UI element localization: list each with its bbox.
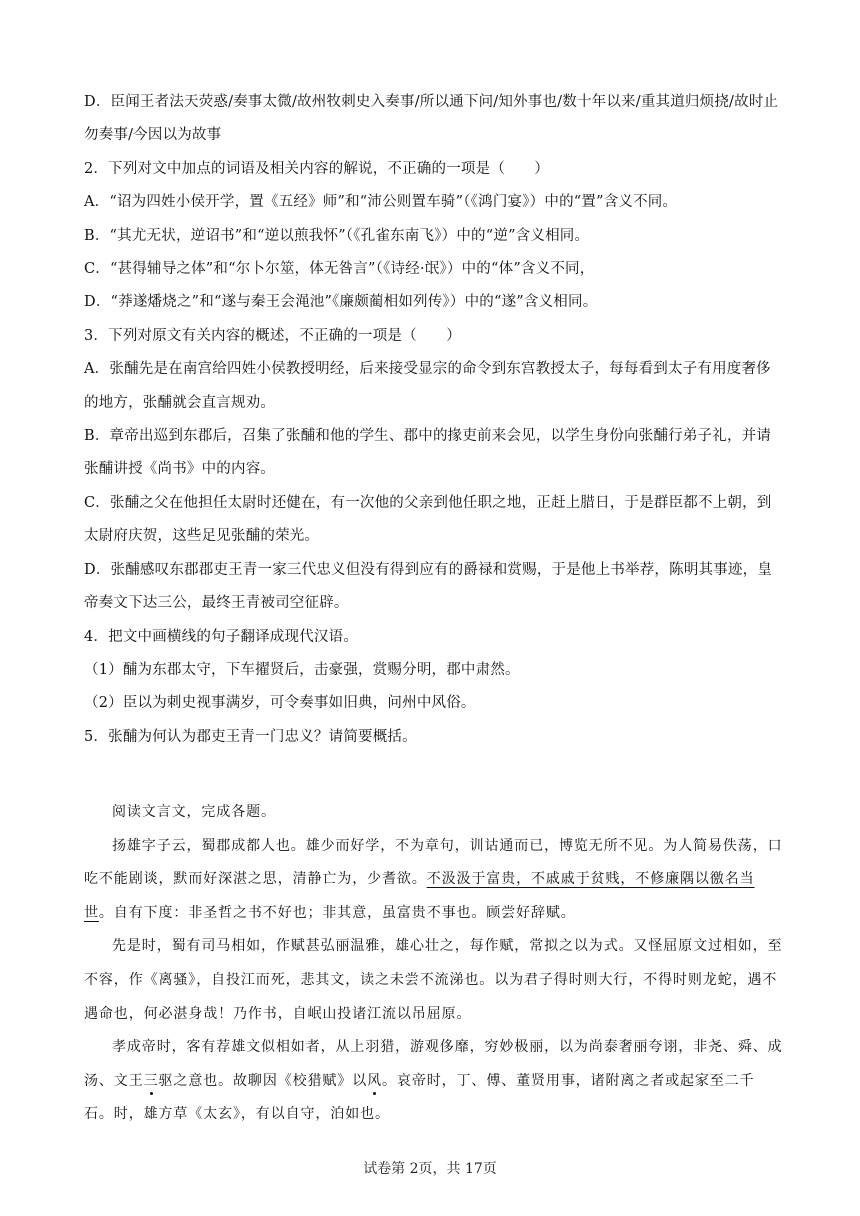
q4-sentence-2: （2）臣以为刺史视事满岁，可令奏事如旧典，问州中风俗。 [84, 695, 476, 712]
q3-option-b: B．章帝出巡到东郡后，召集了张酺和他的学生、郡中的掾吏前来会见，以学生身份向张酺行弟子礼，并请张酺讲授《尚书》中的内容。 [84, 428, 772, 478]
dotted-word-san: 三 [143, 1072, 159, 1089]
p3-text-a: 孝成帝时，客有荐雄文似相如者，从上羽猎，游观侈靡，穷妙极丽，以为尚泰奢丽夸诩，非尧、舜、成汤、文王 [84, 1039, 783, 1089]
passage-intro: 阅读文言文，完成各题。 [112, 804, 276, 820]
p1-text-a: 扬雄字子云，蜀郡成都人也。雄少而好学，不为章句，训诂通而已，博览无所不见。为人简易佚荡，口吃不能剧谈，默而好深湛之思，清静亡为，少耆欲。 [84, 837, 783, 888]
passage-paragraph-2: 先是时，蜀有司马相如，作赋甚弘丽温雅，雄心壮之，每作赋，常拟之以为式。又怪屈原文过相如，至不容，作《离骚》，自投江而死，悲其文，读之未尝不流涕也。以为君子得时则大行，不得时则龙蛇，遇不遇命也，何必湛身哉！乃作书，自岷山投诸江流以吊屈原。 [84, 938, 783, 1022]
q1-option-d: D．臣闻王者法天荧惑/奏事太微/故州牧刺史入奏事/所以通下问/知外事也/数十年以来/重其道归烦挠/故时止勿奏事/今因以为故事 [84, 94, 779, 144]
passage-paragraph-1 [84, 830, 784, 931]
q3-option-a: A．张酺先是在南宫给四姓小侯教授明经，后来接受显宗的命令到东宫教授太子，每每看到太子有用度奢侈的地方，张酺就会直言规劝。 [84, 361, 771, 411]
questions-section [84, 86, 784, 754]
q2-stem: 2．下列对文中加点的词语及相关内容的解说，不正确的一项是（ ） [84, 160, 550, 177]
q2-option-c: C．“甚得辅导之体”和“尔卜尔筮，体无咎言”（《诗经·氓》）中的“体”含义不同， [84, 261, 595, 278]
q2-option-a: A．“诏为四姓小侯开学，置《五经》师”和“沛公则置车骑”（《鸿门宴》）中的“置”含义不同。 [84, 194, 678, 211]
q4-sentence-1: （1）酺为东郡太守，下车擢贤后，击豪强，赏赐分明，郡中肃然。 [84, 661, 520, 678]
dotted-word-feng: 风 [367, 1072, 383, 1089]
underlined-sentence: 不汲汲于富贵，不戚戚于贫贱，不修廉隅以徼名当世 [84, 871, 755, 921]
q3-option-c: C．张酺之父在他担任太尉时还健在，有一次他的父亲到他任职之地，正赶上腊日，于是群臣都不上朝，到太尉府庆贺，这些足见张酺的荣光。 [84, 494, 772, 545]
p1-text-b: 。自有下度：非圣哲之书不好也；非其意，虽富贵不事也。顾尝好辞赋。 [98, 904, 576, 921]
page-footer: 试卷第 2页，共 17页 [363, 1161, 497, 1177]
q2-option-b: B．“其尤无状，逆诏书”和“逆以煎我怀”（《孔雀东南飞》）中的“逆”含义相同。 [84, 227, 590, 244]
q3-option-d: D．张酺感叹东郡郡吏王青一家三代忠义但没有得到应有的爵禄和赏赐，于是他上书举荐，陈明其事迹，皇帝奏文下达三公，最终王青被司空征辟。 [84, 561, 773, 612]
q4-stem: 4．把文中画横线的句子翻译成现代汉语。 [84, 628, 359, 645]
reading-passage [84, 796, 784, 1132]
p3-text-b: 。哀帝时，丁、傅、董贤用事，诸附离之者或起家至二千石。时，雄方草《太玄》，有以自守，泊如也。 [84, 1072, 755, 1123]
q5-stem: 5．张酺为何认为郡吏王青一门忠义？请简要概括。 [84, 728, 417, 745]
p3-text-mid: 驱之意也。故聊因《校猎赋》以 [158, 1072, 368, 1089]
q2-option-d: D．“莽遂燔烧之”和“遂与秦王会渑池”《廉颇蔺相如列传》）中的“遂”含义相同。 [84, 294, 598, 311]
passage-paragraph-3 [84, 1031, 784, 1132]
q3-stem: 3．下列对原文有关内容的概述，不正确的一项是（ ） [84, 327, 461, 344]
